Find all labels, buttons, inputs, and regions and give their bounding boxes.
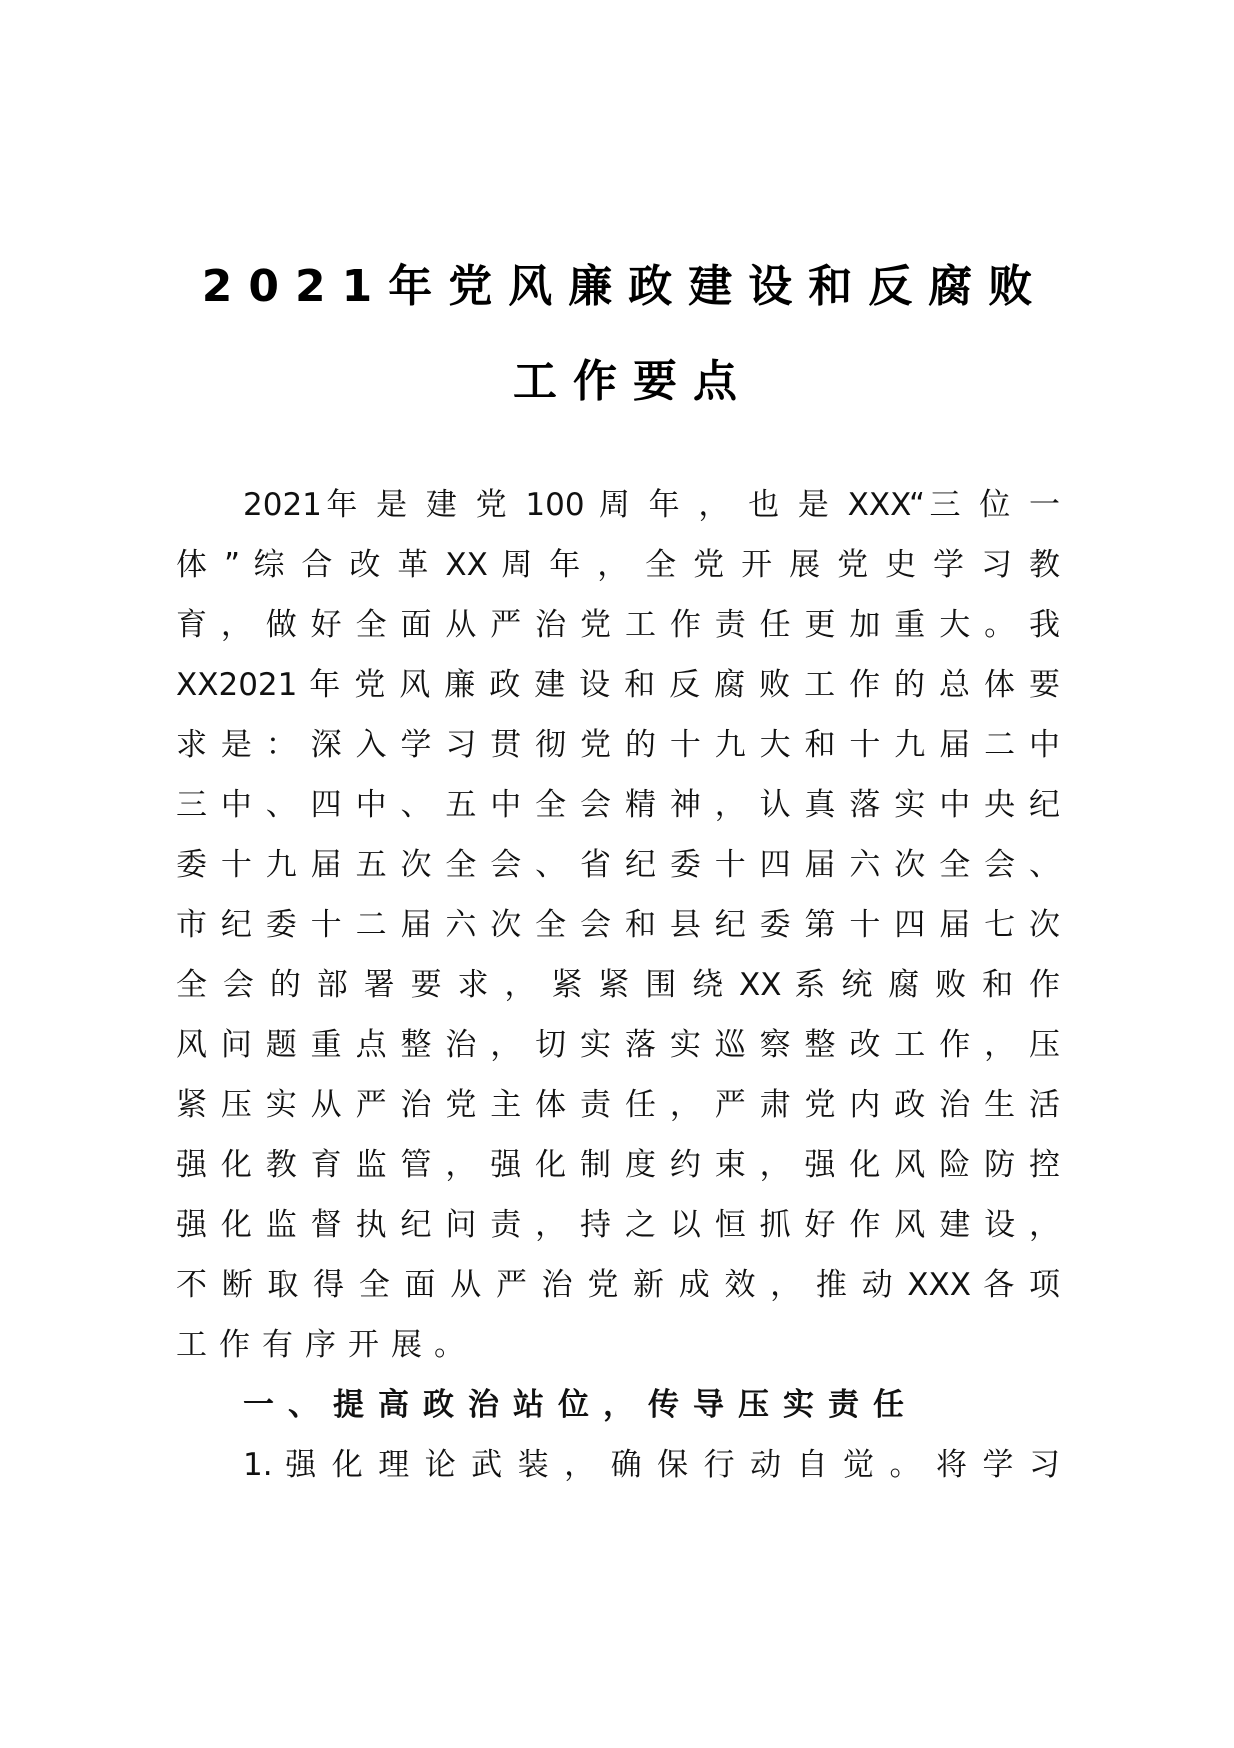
body-line-5: 求 是 ： 深 入 学 习 贯 彻 党 的 十 九 大 和 十 九 届 二 中: [176, 727, 1060, 763]
body-line-9: 全 会 的 部 署 要 求 ， 紧 紧 围 绕 XX 系 统 腐 败 和 作: [176, 967, 1060, 1003]
body-line-13: 强 化 监 督 执 纪 问 责 ， 持 之 以 恒 抓 好 作 风 建 设 ，: [176, 1207, 1060, 1243]
body-line-10: 风 问 题 重 点 整 治 ， 切 实 落 实 巡 察 整 改 工 作 ， 压: [176, 1027, 1060, 1063]
body-line-11: 紧 压 实 从 严 治 党 主 体 责 任 ， 严 肃 党 内 政 治 生 活: [176, 1087, 1060, 1123]
body-line-1: 2021年 是 建 党 100 周 年 ， 也 是 XXX“三 位 一: [243, 487, 1060, 523]
body-line-14: 不 断 取 得 全 面 从 严 治 党 新 成 效 ， 推 动 XXX 各 项: [176, 1267, 1060, 1303]
item-1-line: 1. 强 化 理 论 武 装 ， 确 保 行 动 自 觉 。 将 学 习: [243, 1447, 1060, 1483]
body-line-12: 强 化 教 育 监 管 ， 强 化 制 度 约 束 ， 强 化 风 险 防 控: [176, 1147, 1060, 1183]
document-title-line-1: 2021年党风廉政建设和反腐败: [201, 261, 1049, 312]
body-line-6: 三 中 、 四 中 、 五 中 全 会 精 神 ， 认 真 落 实 中 央 纪: [176, 787, 1060, 823]
body-line-8: 市 纪 委 十 二 届 六 次 全 会 和 县 纪 委 第 十 四 届 七 次: [176, 907, 1060, 943]
body-line-15: 工作有序开展。: [176, 1327, 477, 1363]
body-line-7: 委 十 九 届 五 次 全 会 、 省 纪 委 十 四 届 六 次 全 会 、: [176, 847, 1060, 883]
body-line-2: 体 ” 综 合 改 革 XX 周 年 ， 全 党 开 展 党 史 学 习 教: [176, 547, 1060, 583]
body-line-3: 育 ， 做 好 全 面 从 严 治 党 工 作 责 任 更 加 重 大 。 我: [176, 607, 1060, 643]
body-line-4: XX2021 年 党 风 廉 政 建 设 和 反 腐 败 工 作 的 总 体 要: [176, 667, 1060, 703]
section-heading: 一、提高政治站位，传导压实责任: [243, 1387, 918, 1423]
document-title-line-2: 工作要点: [513, 356, 753, 407]
